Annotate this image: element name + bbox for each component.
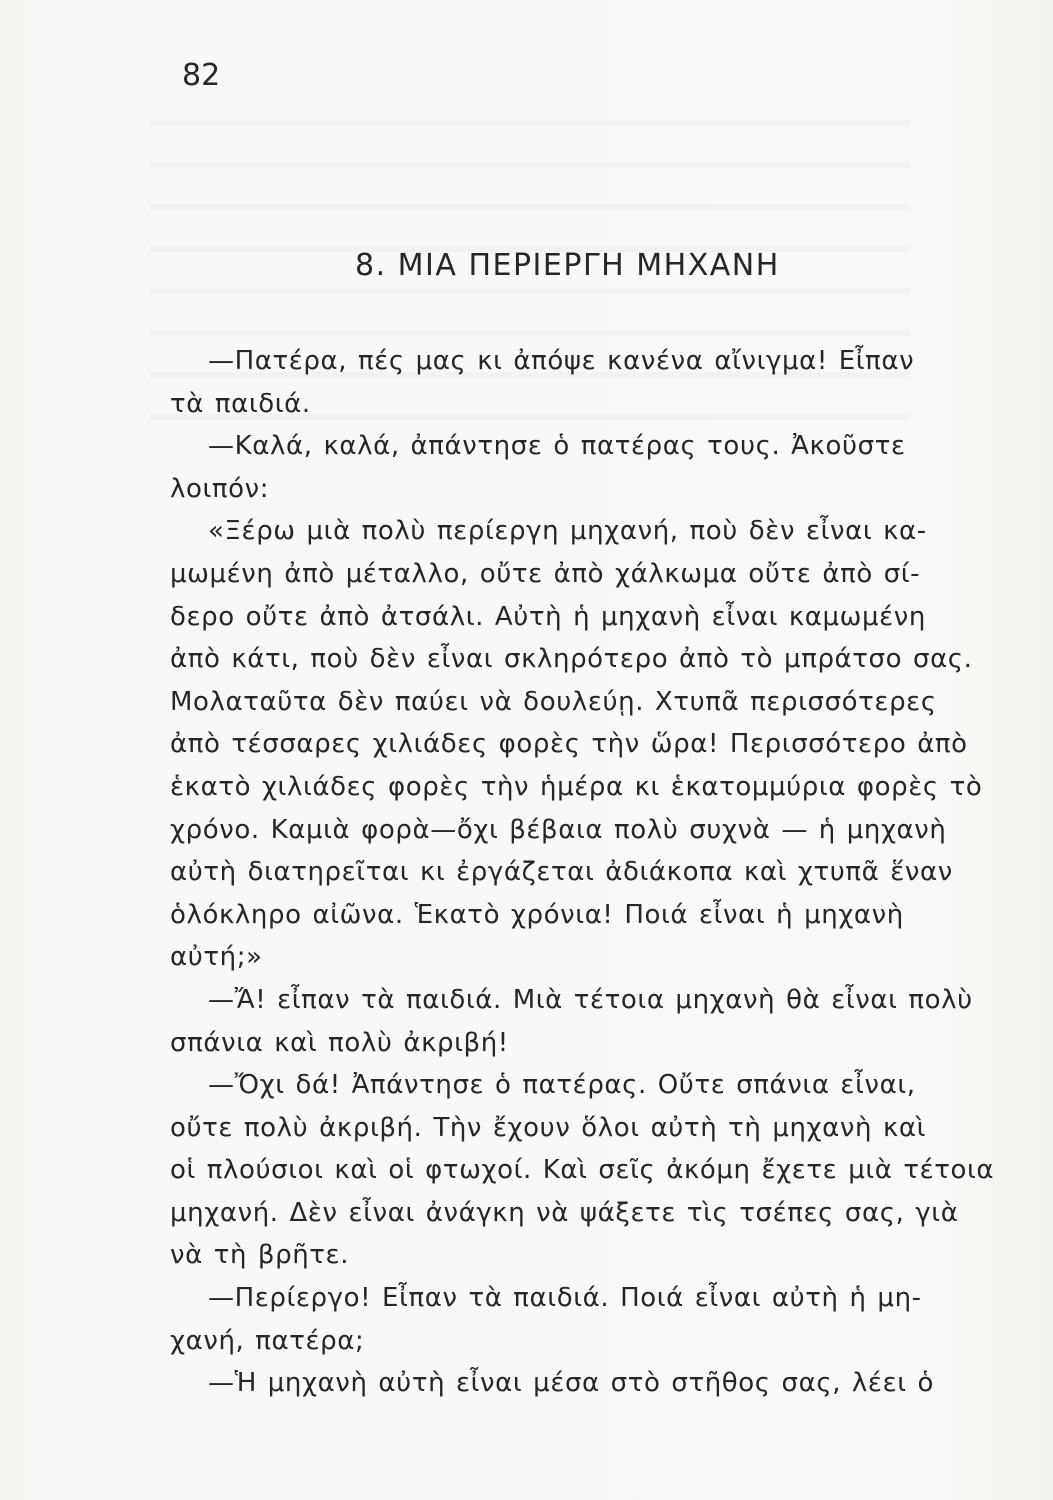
text-line: —Καλά, καλά, ἀπάντησε ὁ πατέρας τους. Ἀκοῦστε bbox=[208, 431, 906, 462]
text-line: —Ἄ! εἶπαν τὰ παιδιά. Μιὰ τέτοια μηχανὴ θὰ εἶναι πολὺ bbox=[208, 984, 973, 1015]
text-line: αὐτὴ διατηρεῖται κι ἐργάζεται ἀδιάκοπα καὶ χτυπᾶ ἕναν bbox=[170, 857, 953, 888]
text-line: οἱ πλούσιοι καὶ οἱ φτωχοί. Καὶ σεῖς ἀκόμη ἔχετε μιὰ τέτοια bbox=[170, 1155, 995, 1186]
text-line: —Ὄχι δά! Ἀπάντησε ὁ πατέρας. Οὔτε σπάνια εἶναι, bbox=[208, 1070, 916, 1101]
page-number: 82 bbox=[182, 58, 221, 93]
text-line: μωμένη ἀπὸ μέταλλο, οὔτε ἀπὸ χάλκωμα οὔτε ἀπὸ σί- bbox=[170, 558, 921, 589]
text-line: τὰ παιδιά. bbox=[170, 388, 311, 419]
text-line: σπάνια καὶ πολὺ ἀκριβή! bbox=[170, 1027, 509, 1058]
text-line: χανή, πατέρα; bbox=[170, 1325, 365, 1356]
text-line: ἑκατὸ χιλιάδες φορὲς τὴν ἡμέρα κι ἑκατομμύρια φορὲς τὸ bbox=[170, 771, 983, 802]
text-line: —Πατέρα, πές μας κι ἀπόψε κανένα αἴνιγμα! Εἶπαν bbox=[208, 346, 915, 376]
text-line: χρόνο. Καμιὰ φορὰ—ὄχι βέβαια πολὺ συχνὰ — ἡ μηχανὴ bbox=[170, 814, 947, 845]
text-line: λοιπόν: bbox=[170, 473, 270, 504]
text-line: Μολαταῦτα δὲν παύει νὰ δουλεύῃ. Χτυπᾶ περισσότερες bbox=[170, 686, 937, 717]
text-line: —Ἡ μηχανὴ αὐτὴ εἶναι μέσα στὸ στῆθος σας, λέει ὁ bbox=[208, 1368, 934, 1399]
text-line: ἀπὸ τέσσαρες χιλιάδες φορὲς τὴν ὥρα! Περισσότερο ἀπὸ bbox=[170, 729, 968, 760]
body-text bbox=[170, 340, 1030, 1405]
text-line: αὐτή;» bbox=[170, 942, 263, 973]
chapter-title: 8. ΜΙΑ ΠΕΡΙΕΡΓΗ ΜΗΧΑΝΗ bbox=[355, 248, 780, 283]
text-line: —Περίεργο! Εἶπαν τὰ παιδιά. Ποιά εἶναι αὐτὴ ἡ μη- bbox=[208, 1283, 922, 1314]
text-line: ἀπὸ κάτι, ποὺ δὲν εἶναι σκληρότερο ἀπὸ τὸ μπράτσο σας. bbox=[170, 644, 973, 675]
text-line: «Ξέρω μιὰ πολὺ περίεργη μηχανή, ποὺ δὲν εἶναι κα- bbox=[208, 516, 927, 547]
text-line: μηχανή. Δὲν εἶναι ἀνάγκη νὰ ψάξετε τὶς τσέπες σας, γιὰ bbox=[170, 1197, 959, 1228]
text-line: οὔτε πολὺ ἀκριβή. Τὴν ἔχουν ὅλοι αὐτὴ τὴ μηχανὴ καὶ bbox=[170, 1112, 927, 1143]
text-line: ὁλόκληρο αἰῶνα. Ἑκατὸ χρόνια! Ποιά εἶναι ἡ μηχανὴ bbox=[170, 899, 904, 930]
text-line: νὰ τὴ βρῆτε. bbox=[170, 1240, 350, 1271]
text-line: δερο οὔτε ἀπὸ ἀτσάλι. Αὐτὴ ἡ μηχανὴ εἶναι καμωμένη bbox=[170, 601, 927, 632]
